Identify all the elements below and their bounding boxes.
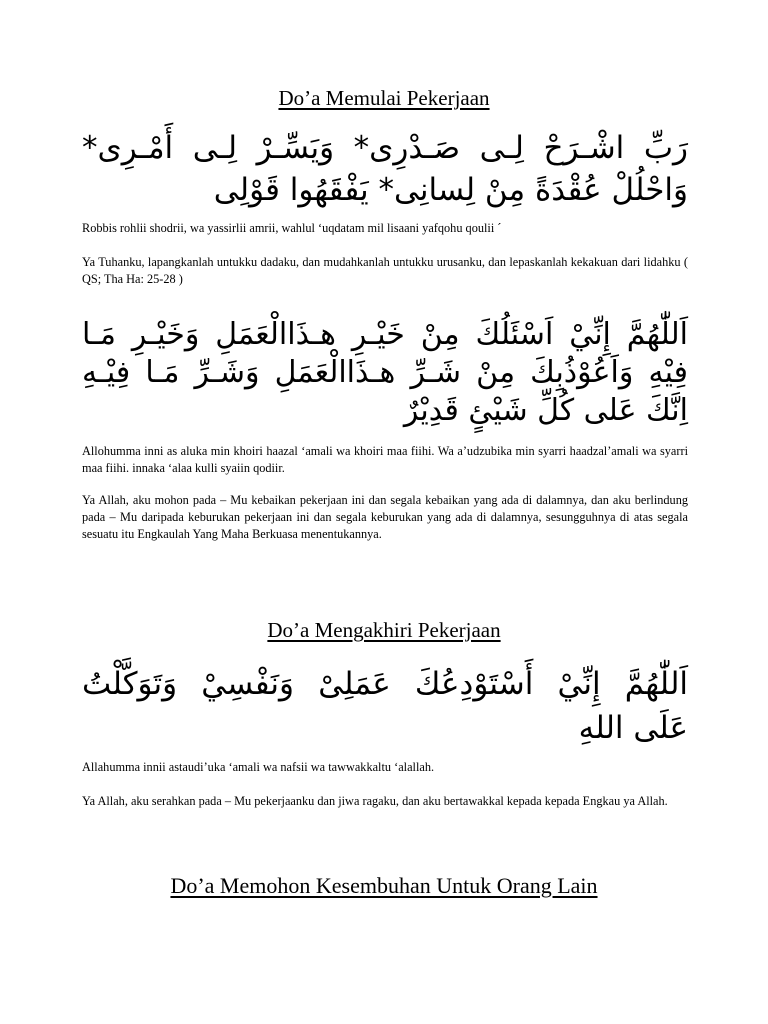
- arabic-doa-mengakhiri-line2: عَلَى اللهِ: [578, 710, 688, 746]
- transliteration-mengakhiri: Allahumma innii astaudi’uka ‘amali wa nafsii wa tawwakkaltu ‘alallah.: [82, 760, 435, 774]
- translation-mengakhiri: Ya Allah, aku serahkan pada – Mu pekerjaanku dan jiwa ragaku, dan aku bertawakkal kepada kepada Engkau ya Allah.: [82, 794, 668, 808]
- arabic-doa-kebaikan-pekerjaan: اَللّٰهُمَّ إِنِّيْ اَسْئَلُكَ مِنْ خَيْـرِ هـذَاالْعَمَلِ وَخَيْـرِ مَـا فِيْهِ وَاَعُوْذُبِكَ مِنْ شَـرِّ هـذَاالْعَمَلِ وَشَـرِّ مَـا فِيْـهِ اِنَّكَ عَلى كُلِّ شَيْئٍ قَدِيْرٌ: [82, 317, 688, 428]
- heading-mengakhiri-pekerjaan: Do’a Mengakhiri Pekerjaan: [267, 618, 501, 642]
- translation-memulai: Ya Tuhanku, lapangkanlah untukku dadaku, dan mudahkanlah untukku urusanku, dan lepaskanlah kekakuan dari lidahku ( QS; Tha Ha: 25-28 ): [82, 255, 688, 286]
- arabic-doa-mengakhiri-line1: اَللّٰهُمَّ إِنِّيْ أَسْتَوْدِعُكَ عَمَلِىْ وَنَفْسِيْ وَتَوَكَّلْتُ: [82, 666, 688, 702]
- arabic-doa-memulai-line1: رَبِّ اشْـرَحْ لِـى صَـدْرِى* وَيَسِّـرْ لِـى أَمْـرِى*: [82, 130, 688, 166]
- transliteration-kebaikan-pekerjaan: Allohumma inni as aluka min khoiri haazal ‘amali wa khoiri maa fiihi. Wa a’udzubika min syarri haadzal’amali wa syarri maa fiihi. innaka ‘alaa kulli syaiin qodiir.: [82, 444, 688, 475]
- heading-kesembuhan-orang-lain: Do’a Memohon Kesembuhan Untuk Orang Lain: [170, 873, 598, 898]
- translation-kebaikan-pekerjaan: Ya Allah, aku mohon pada – Mu kebaikan pekerjaan ini dan segala kebaikan yang ada di dalamnya, dan aku berlindung pada – Mu daripada keburukan pekerjaan ini dan segala keburukan yang ada di dalamnya, sesungguhnya di atas segala sesuatu itu Engkaulah Yang Maha Berkuasa menentukannya.: [82, 493, 688, 541]
- transliteration-memulai: Robbis rohlii shodrii, wa yassirlii amrii, wahlul ‘uqdatam mil lisaani yafqohu qoulii ´: [82, 221, 502, 235]
- arabic-doa-memulai-line2: وَاحْلُلْ عُقْدَةً مِنْ لِسانِى* يَفْقَهُوا قَوْلِى: [213, 172, 688, 208]
- heading-memulai-pekerjaan: Do’a Memulai Pekerjaan: [278, 86, 490, 110]
